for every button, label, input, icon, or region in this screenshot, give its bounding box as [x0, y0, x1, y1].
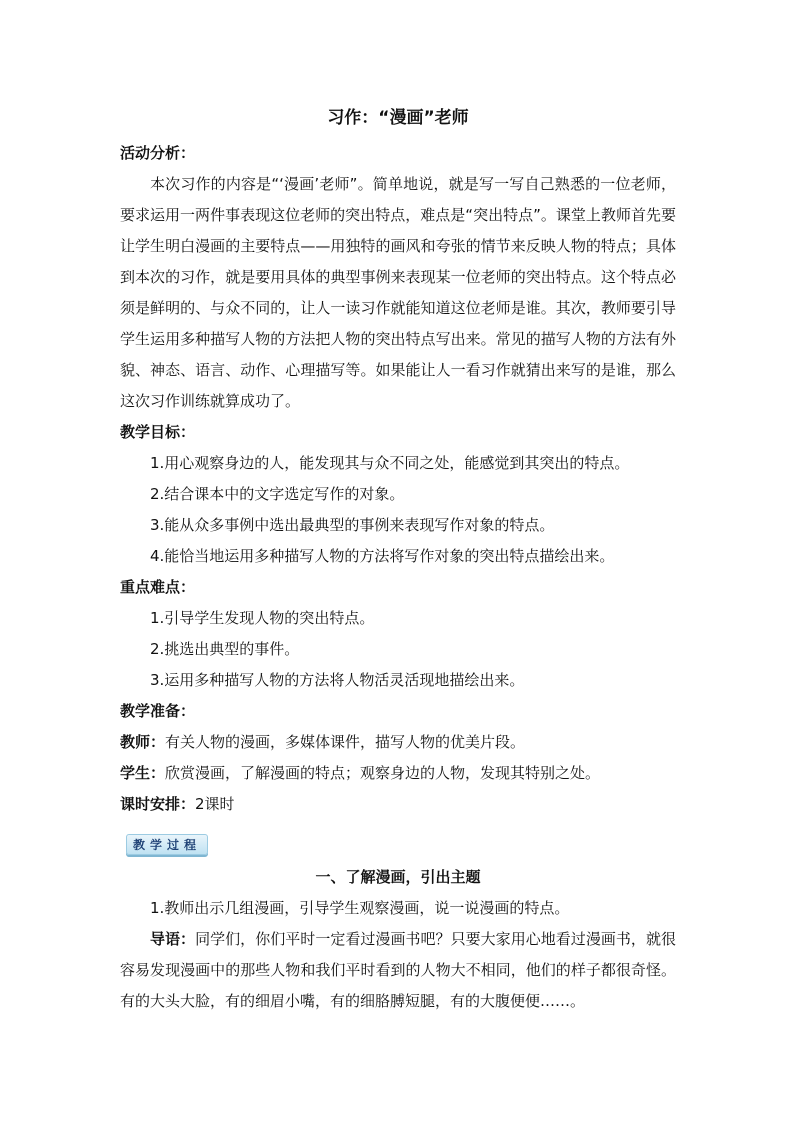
- key-points-heading: 重点难点：: [120, 578, 196, 596]
- preparation-heading: 教学准备：: [120, 702, 196, 720]
- section1-title: 一、了解漫画，引出主题: [315, 868, 481, 886]
- schedule-label: 课时安排：: [120, 795, 196, 813]
- section1-intro: [120, 924, 676, 1017]
- schedule-text: 2课时: [195, 795, 235, 813]
- analysis-text: 本次习作的内容是“‘漫画’老师”。简单地说，就是写一写自己熟悉的一位老师，要求运用一两件事表现这位老师的突出特点，难点是“突出特点”。课堂上教师首先要让学生明白漫画的主要特点——用独特的画风和夸张的情节来反映人物的特点；具体到本次的习作，就是要用具体的典型事例来表现某一位老师的突出特点。这个特点必须是鲜明的、与众不同的，让人一读习作就能知道这位老师是谁。其次，教师要引导学生运用多种描写人物的方法把人物的突出特点写出来。常见的描写人物的方法有外貌、神态、语言、动作、心理描写等。如果能让人一看习作就猜出来写的是谁，那么这次习作训练就算成功了。: [120, 175, 676, 410]
- intro-text: 同学们，你们平时一定看过漫画书吧？只要大家用心地看过漫画书，就很容易发现漫画中的那些人物和我们平时看到的人物大不相同，他们的样子都很奇怪。有的大头大脸，有的细眉小嘴，有的细胳膊短腿，有的大腹便便……。: [120, 930, 676, 1010]
- goal-item: 3.能从众多事例中选出最典型的事例来表现写作对象的特点。: [150, 516, 555, 534]
- key-point-item: 3.运用多种描写人物的方法将人物活灵活现地描绘出来。: [150, 671, 525, 689]
- student-text: 欣赏漫画，了解漫画的特点；观察身边的人物，发现其特别之处。: [165, 764, 601, 782]
- document-body: [120, 103, 676, 1017]
- student-label: 学生：: [120, 764, 166, 782]
- process-badge-row: [120, 830, 676, 860]
- key-point-item: 1.引导学生发现人物的突出特点。: [150, 609, 375, 627]
- analysis-heading: 活动分析：: [120, 144, 196, 162]
- schedule: [120, 789, 676, 820]
- intro-label: 导语：: [150, 930, 196, 948]
- process-badge: 教学过程: [126, 834, 208, 855]
- goals-heading: 教学目标：: [120, 423, 196, 441]
- teacher-label: 教师：: [120, 733, 166, 751]
- goal-item: 4.能恰当地运用多种描写人物的方法将写作对象的突出特点描绘出来。: [150, 547, 615, 565]
- key-point-item: 2.挑选出典型的事件。: [150, 640, 300, 658]
- document-title: 习作：“漫画”老师: [327, 108, 469, 128]
- teacher-text: 有关人物的漫画，多媒体课件，描写人物的优美片段。: [165, 733, 526, 751]
- section1-step1: 1.教师出示几组漫画，引导学生观察漫画，说一说漫画的特点。: [150, 899, 570, 917]
- goal-item: 2.结合课本中的文字选定写作的对象。: [150, 485, 405, 503]
- goal-item: 1.用心观察身边的人，能发现其与众不同之处，能感觉到其突出的特点。: [150, 454, 630, 472]
- teacher-preparation: [120, 727, 676, 758]
- student-preparation: [120, 758, 676, 789]
